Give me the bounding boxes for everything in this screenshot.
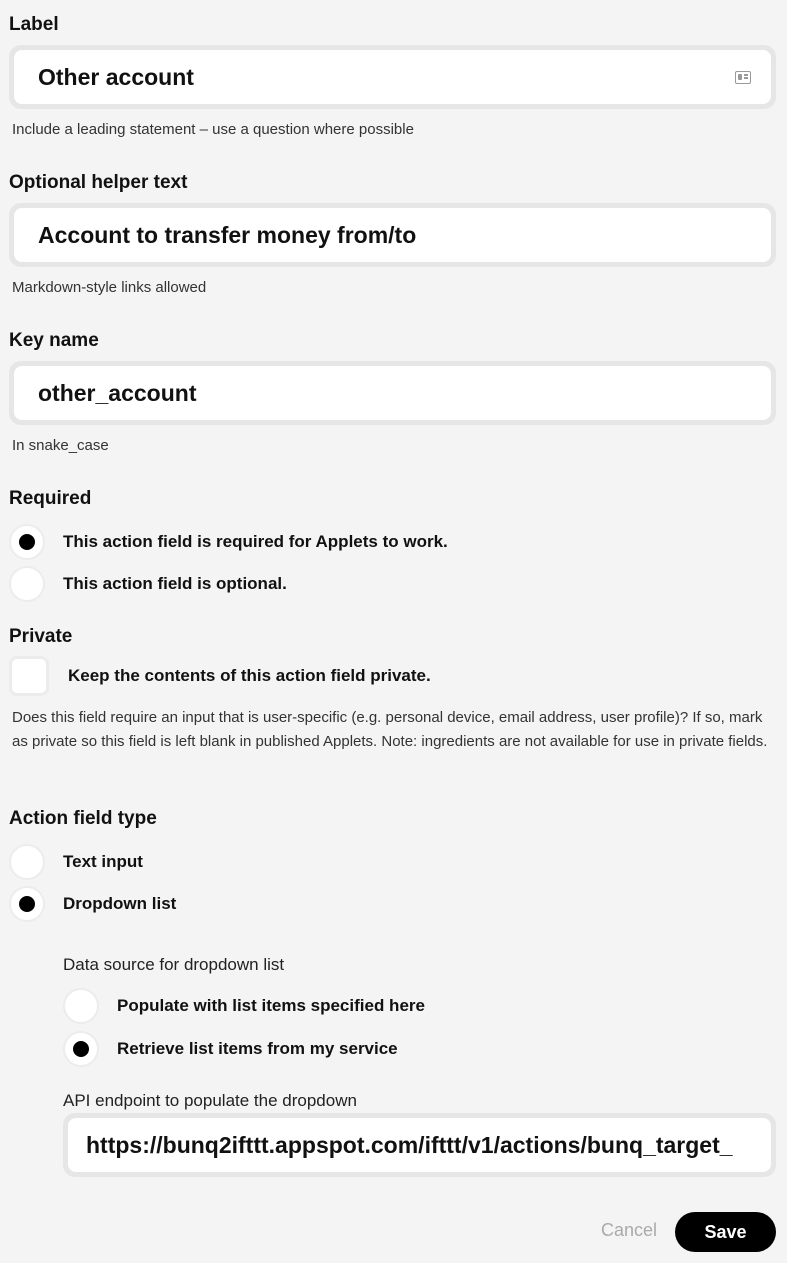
data-source-option-service[interactable]: [63, 1031, 398, 1067]
api-endpoint-heading: API endpoint to populate the dropdown: [63, 1091, 357, 1110]
private-checkbox-label[interactable]: Keep the contents of this action field private.: [68, 666, 431, 685]
contact-card-icon[interactable]: [735, 71, 751, 84]
private-description: Does this field require an input that is user-specific (e.g. personal device, email address, user profile)? If so, mark as private so this field is left blank in published Applets. Note: ingredients are not available for use in private fields.: [12, 709, 768, 750]
private-heading: Private: [9, 626, 73, 647]
helper-text-hint: Markdown-style links allowed: [12, 279, 207, 296]
helper-text-input[interactable]: [14, 208, 771, 262]
required-option-optional[interactable]: [9, 566, 287, 602]
label-hint: Include a leading statement – use a question where possible: [12, 121, 414, 138]
label-input-value: Other account: [38, 63, 194, 90]
key-name-input[interactable]: [14, 366, 771, 420]
optional-radio-label: This action field is optional.: [63, 574, 287, 593]
api-endpoint-input[interactable]: [68, 1118, 771, 1172]
retrieve-service-radio[interactable]: [63, 1031, 99, 1067]
data-source-option-list[interactable]: [63, 988, 425, 1024]
helper-text-heading: Optional helper text: [9, 172, 188, 193]
dropdown-list-radio-label: Dropdown list: [63, 894, 177, 913]
key-name-heading: Key name: [9, 330, 99, 351]
helper-text-input-value: Account to transfer money from/to: [38, 221, 417, 248]
optional-radio[interactable]: [9, 566, 45, 602]
retrieve-service-radio-label: Retrieve list items from my service: [117, 1039, 398, 1058]
required-radio-label: This action field is required for Applets to work.: [63, 532, 448, 551]
populate-list-radio[interactable]: [63, 988, 99, 1024]
key-name-input-wrapper: [9, 361, 776, 425]
text-input-radio-label: Text input: [63, 852, 143, 871]
label-heading: Label: [9, 14, 59, 35]
populate-list-radio-label: Populate with list items specified here: [117, 996, 425, 1015]
field-type-option-dropdown[interactable]: [9, 886, 176, 922]
key-name-input-value: other_account: [38, 379, 197, 406]
label-input[interactable]: [14, 50, 771, 104]
save-button[interactable]: Save: [675, 1212, 776, 1252]
cancel-button[interactable]: Cancel: [601, 1220, 658, 1240]
api-endpoint-input-wrapper: [63, 1113, 776, 1177]
required-radio[interactable]: [9, 524, 45, 560]
required-option-required[interactable]: [9, 524, 448, 560]
field-type-option-text[interactable]: [9, 844, 143, 880]
helper-text-input-wrapper: [9, 203, 776, 267]
private-checkbox[interactable]: [9, 656, 49, 696]
field-type-heading: Action field type: [9, 808, 157, 829]
dropdown-list-radio[interactable]: [9, 886, 45, 922]
data-source-heading: Data source for dropdown list: [63, 955, 285, 974]
label-input-wrapper: [9, 45, 776, 109]
key-name-hint: In snake_case: [12, 437, 109, 454]
text-input-radio[interactable]: [9, 844, 45, 880]
api-endpoint-input-value: https://bunq2ifttt.appspot.com/ifttt/v1/actions/bunq_target_: [86, 1131, 733, 1158]
required-heading: Required: [9, 488, 92, 509]
